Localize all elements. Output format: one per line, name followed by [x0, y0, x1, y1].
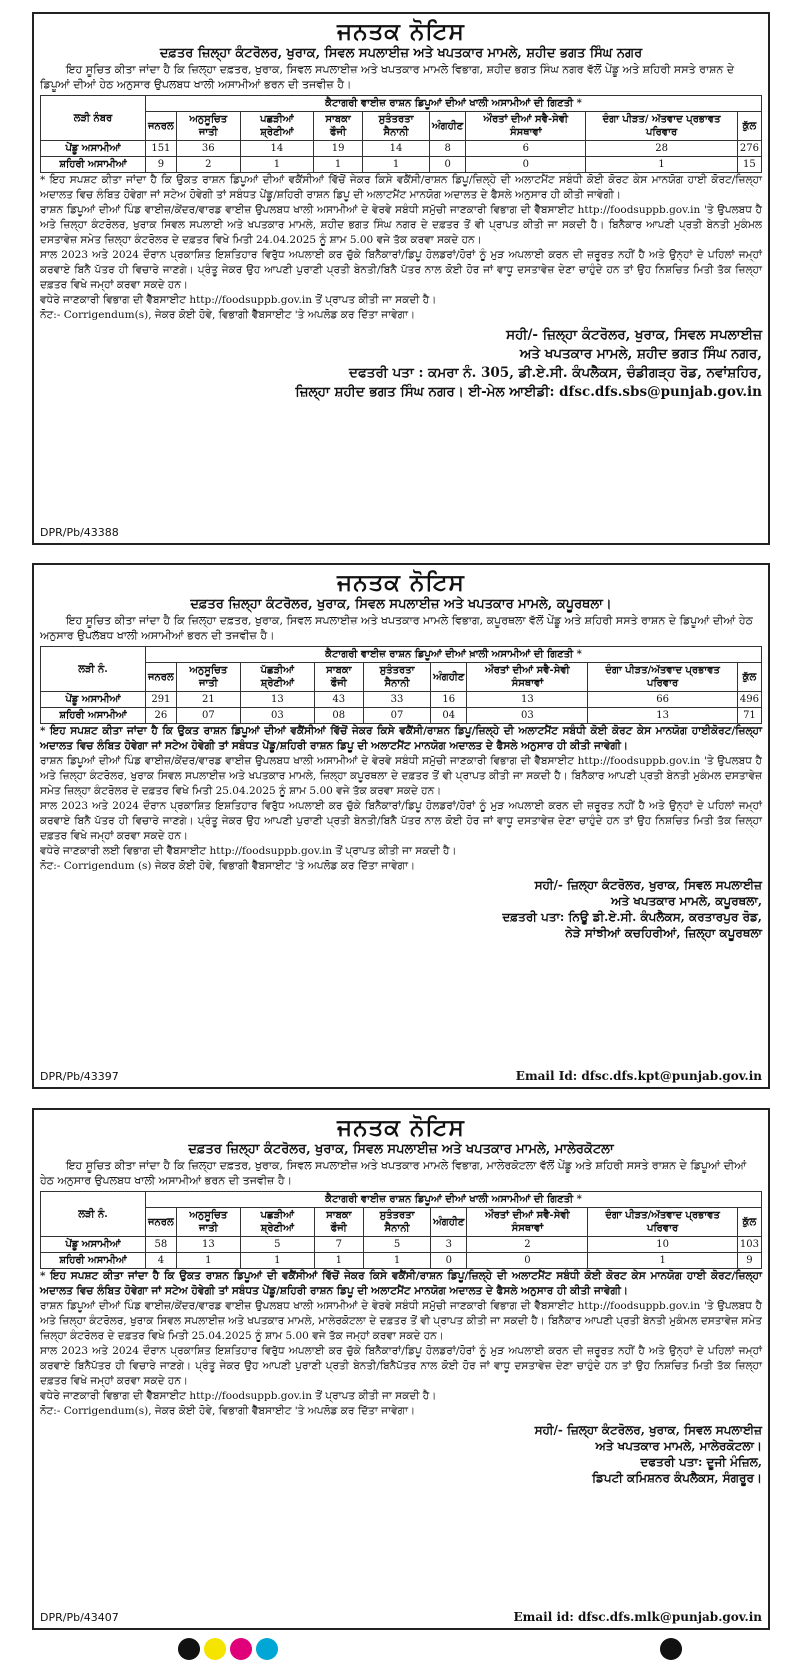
cell: 5	[363, 1237, 430, 1253]
details-paragraph: ਰਾਸ਼ਨ ਡਿਪੂਆਂ ਦੀਆਂ ਪਿੰਡ ਵਾਈਜ਼/ਕੇਂਦਰ/ਵਾਰਡ ਵਾਈਜ਼ ਉਪਲਬਧ ਖਾਲੀ ਅਸਾਮੀਆਂ ਦੇ ਵੇਰਵੇ ਸਬੰਧੀ ਸਮੁੱਚੀ ਜਾਣਕਾਰੀ ਵਿਭਾਗ ਦੀ ਵੈੱਬਸਾਈਟ http://foodsuppb.gov.in 'ਤੇ ਉਪਲਬਧ ਹੈ ਅਤੇ ਜ਼ਿਲ੍ਹਾ ਕੰਟਰੋਲਰ, ਖੁਰਾਕ ਸਿਵਲ ਸਪਲਾਈ ਅਤੇ ਖਪਤਕਾਰ ਮਾਮਲੇ, ਸ਼ਹੀਦ ਭਗਤ ਸਿੰਘ ਨਗਰ ਦੇ ਦਫ਼ਤਰ ਤੋਂ ਵੀ ਪ੍ਰਾਪਤ ਕੀਤੀ ਜਾ ਸਕਦੀ ਹੈ। ਬਿਨੈਕਾਰ ਆਪਣੀ ਪ੍ਰਤੀ ਬੇਨਤੀ ਮੁਕੰਮਲ ਦਸਤਾਵੇਜ਼ ਸਮੇਤ ਜ਼ਿਲ੍ਹਾ ਕੰਟਰੋਲਰ ਦੇ ਦਫ਼ਤਰ ਵਿਖੇ ਮਿਤੀ 24.04.2025 ਨੂੰ ਸ਼ਾਮ 5.00 ਵਜੇ ਤੱਕ ਕਰਵਾ ਸਕਦੇ ਹਨ।	[40, 204, 762, 246]
cell: 4	[146, 1253, 177, 1269]
cell: 08	[314, 708, 363, 724]
cell: 8	[430, 141, 466, 157]
col-header: ਜਨਰਲ	[146, 663, 177, 692]
corrigendum-note: ਨੋਟ:- Corrigendum(s), ਜੇਕਰ ਕੋਈ ਹੋਵੇ, ਵਿਭਾਗੀ ਵੈੱਬਸਾਈਟ 'ਤੇ ਅਪਲੋਡ ਕਰ ਦਿੱਤਾ ਜਾਵੇਗਾ।	[40, 1405, 416, 1417]
col-header: ਦੰਗਾ ਪੀੜਤ/ ਅੱਤਵਾਦ ਪ੍ਰਭਾਵਤ ਪਰਿਵਾਰ	[586, 112, 738, 141]
cell: 33	[363, 692, 430, 708]
col-header: ਪਛੜੀਆਂ ਸ਼੍ਰੇਣੀਆਂ	[240, 1208, 314, 1237]
col-header: ਔਰਤਾਂ ਦੀਆਂ ਸਵੈ-ਸੇਵੀ ਸੰਸਥਾਵਾਂ	[467, 663, 588, 692]
cell: 1	[588, 1253, 737, 1269]
notice-intro: ਇਹ ਸੂਚਿਤ ਕੀਤਾ ਜਾਂਦਾ ਹੈ ਕਿ ਜ਼ਿਲ੍ਹਾ ਦਫ਼ਤਰ, ਖੁਰਾਕ, ਸਿਵਲ ਸਪਲਾਈਜ਼ ਅਤੇ ਖਪਤਕਾਰ ਮਾਮਲੇ ਵਿਭਾਗ, ਕਪੂਰਥਲਾ ਵੱਲੋਂ ਪੇਂਡੂ ਅਤੇ ਸ਼ਹਿਰੀ ਸਸਤੇ ਰਾਸ਼ਨ ਦੇ ਡਿਪੂਆਂ ਦੀਆਂ ਹੇਠ ਅਨੁਸਾਰ ਉਪਲੱਬਧ ਖਾਲੀ ਅਸਾਮੀਆਂ ਭਰਨ ਦੀ ਤਜਵੀਜ਼ ਹੈ।	[40, 614, 753, 642]
column-headers	[41, 663, 762, 692]
column-headers	[41, 112, 762, 141]
details-paragraph: ਰਾਸ਼ਨ ਡਿਪੂਆਂ ਦੀਆਂ ਪਿੰਡ ਵਾਈਜ਼/ਕੇਂਦਰ/ਵਾਰਡ ਵਾਈਜ਼ ਉਪਲਬਧ ਖਾਲੀ ਅਸਾਮੀਆਂ ਦੇ ਵੇਰਵੇ ਸਬੰਧੀ ਸਮੁੱਚੀ ਜਾਣਕਾਰੀ ਵਿਭਾਗ ਦੀ ਵੈੱਬਸਾਈਟ http://foodsuppb.gov.in 'ਤੇ ਉਪਲਬਧ ਹੈ ਅਤੇ ਜ਼ਿਲ੍ਹਾ ਕੰਟਰੋਲਰ, ਖੁਰਾਕ ਸਿਵਲ ਸਪਲਾਈਜ਼ ਅਤੇ ਖਪਤਕਾਰ ਮਾਮਲੇ, ਮਾਲੇਰਕੋਟਲਾ ਦੇ ਦਫ਼ਤਰ ਤੋਂ ਵੀ ਪ੍ਰਾਪਤ ਕੀਤੀ ਜਾ ਸਕਦੀ ਹੈ। ਬਿਨੈਕਾਰ ਆਪਣੀ ਪ੍ਰਤੀ ਬੇਨਤੀ ਮੁਕੰਮਲ ਦਸਤਾਵੇਜ਼ ਸਮੇਤ ਜ਼ਿਲ੍ਹਾ ਕੰਟਰੋਲਰ ਦੇ ਦਫ਼ਤਰ ਵਿਖੇ ਮਿਤੀ 25.04.2025 ਨੂੰ ਸ਼ਾਮ 5.00 ਵਜੇ ਤੱਕ ਜਮ੍ਹਾਂ ਕਰਵਾ ਸਕਦੇ ਹਨ।	[40, 1300, 762, 1342]
col-header: ਔਰਤਾਂ ਦੀਆਂ ਸਵੈ-ਸੇਵੀ ਸੰਸਥਾਵਾਂ	[466, 112, 586, 141]
column-headers	[41, 1208, 762, 1237]
notice-body	[40, 173, 762, 323]
previous-applicants-paragraph: ਸਾਲ 2023 ਅਤੇ 2024 ਦੌਰਾਨ ਪ੍ਰਕਾਸ਼ਿਤ ਇਸ਼ਤਿਹਾਰ ਵਿਰੁੱਧ ਅਪਲਾਈ ਕਰ ਚੁੱਕੇ ਬਿਨੈਕਾਰਾਂ/ਡਿਪੂ ਹੋਲਡਰਾਂ/ਹੋਰਾਂ ਨੂੰ ਮੁੜ ਅਪਲਾਈ ਕਰਨ ਦੀ ਜ਼ਰੂਰਤ ਨਹੀਂ ਹੈ ਅਤੇ ਉਨ੍ਹਾਂ ਦੇ ਪਹਿਲਾਂ ਜਮ੍ਹਾਂ ਕਰਵਾਏ ਬਿਨੈ ਪੱਤਰ ਹੀ ਵਿਚਾਰੇ ਜਾਣਗੇ। ਪ੍ਰੰਤੂ ਜੇਕਰ ਉਹ ਆਪਣੀ ਪੁਰਾਣੀ ਪ੍ਰਤੀ ਬੇਨਤੀ/ਬਿਨੈ ਪੱਤਰ ਨਾਲ ਕੋਈ ਹੋਰ ਜਾਂ ਵਾਧੂ ਦਸਤਾਵੇਜ਼ ਦੇਣਾ ਚਾਹੁੰਦੇ ਹਨ ਤਾਂ ਉਹ ਨਿਸ਼ਚਿਤ ਮਿਤੀ ਤੱਕ ਜ਼ਿਲ੍ਹਾ ਦਫ਼ਤਰ ਵਿਖੇ ਜਮ੍ਹਾਂ ਕਰਵਾ ਸਕਦੇ ਹਨ।	[40, 249, 762, 291]
table-row	[41, 1253, 762, 1269]
office-address: ਦਫ਼ਤਰੀ ਪਤਾ: ਨਿਊ ਡੀ.ਏ.ਸੀ. ਕੰਪਲੈਕਸ, ਕਰਤਾਰਪੁਰ ਰੋਡ,	[502, 910, 762, 924]
public-notice-malerkotla	[32, 1108, 770, 1630]
registration-marks	[0, 1636, 802, 1651]
notice-title: ਜਨਤਕ ਨੋਟਿਸ	[337, 569, 465, 596]
cell: 43	[314, 692, 363, 708]
cell: 16	[431, 692, 467, 708]
cell: 03	[240, 708, 314, 724]
cell: 3	[431, 1237, 467, 1253]
cell: 15	[737, 157, 761, 173]
office-address: ਦਫਤਰੀ ਪਤਾ : ਕਮਰਾ ਨੰ. 305, ਡੀ.ਏ.ਸੀ. ਕੰਪਲੈਕਸ, ਚੰਡੀਗੜ੍ਹ ਰੋਡ, ਨਵਾਂਸ਼ਹਿਰ,	[349, 365, 762, 381]
vacancy-table	[40, 646, 762, 724]
col-header: ਕੁੱਲ	[737, 112, 761, 141]
office-address: ਨੇੜੇ ਸਾਂਝੀਆਂ ਕਚਹਿਰੀਆਂ, ਜ਼ਿਲ੍ਹਾ ਕਪੂਰਥਲਾ	[565, 926, 762, 940]
more-info-paragraph: ਵਧੇਰੇ ਜਾਣਕਾਰੀ ਲਈ ਵਿਭਾਗ ਦੀ ਵੈੱਬਸਾਈਟ http://foodsuppb.gov.in ਤੋਂ ਪ੍ਰਾਪਤ ਕੀਤੀ ਜਾ ਸਕਦੀ ਹੈ।	[40, 845, 457, 857]
cell: 496	[737, 692, 761, 708]
cell: 9	[737, 1253, 761, 1269]
more-info-paragraph: ਵਧੇਰੇ ਜਾਣਕਾਰੀ ਵਿਭਾਗ ਦੀ ਵੈੱਬਸਾਈਟ http://foodsuppb.gov.in ਤੋਂ ਪ੍ਰਾਪਤ ਕੀਤੀ ਜਾ ਸਕਦੀ ਹੈ।	[40, 294, 437, 306]
row-label: ਪੇਂਡੂ ਅਸਾਮੀਆਂ	[41, 141, 146, 157]
cell: 36	[176, 141, 240, 157]
table-row	[41, 692, 762, 708]
col-header: ਕੁੱਲ	[737, 1208, 761, 1237]
col-header: ਜਨਰਲ	[146, 1208, 177, 1237]
notice-body	[40, 1269, 762, 1419]
serial-header: ਲੜੀ ਨੰ.	[41, 647, 146, 692]
registration-dot-black	[660, 1638, 682, 1660]
registration-dot-cyan	[256, 1638, 278, 1660]
col-header: ਸਾਬਕਾ ਫੌਜੀ	[314, 663, 363, 692]
cell: 13	[588, 708, 737, 724]
cell: 66	[588, 692, 737, 708]
contact-email: Email Id: dfsc.dfs.kpt@punjab.gov.in	[515, 1069, 762, 1083]
corrigendum-note: ਨੋਟ:- Corrigendum (s) ਜੇਕਰ ਕੋਈ ਹੋਵੇ, ਵਿਭਾਗੀ ਵੈੱਬਸਾਈਟ 'ਤੇ ਅਪਲੋਡ ਕਰ ਦਿੱਤਾ ਜਾਵੇਗਾ।	[40, 860, 416, 872]
registration-dot-magenta	[230, 1638, 252, 1660]
cell: 6	[466, 141, 586, 157]
court-case-clause: * ਇਹ ਸਪਸ਼ਟ ਕੀਤਾ ਜਾਂਦਾ ਹੈ ਕਿ ਉਕਤ ਰਾਸ਼ਨ ਡਿਪੂਆਂ ਦੀਆਂ ਵਕੈਂਸੀਆਂ ਵਿੱਚੋਂ ਜੇਕਰ ਕਿਸੇ ਵਕੈਂਸੀ/ਰਾਸ਼ਨ ਡਿਪੂ/ਜ਼ਿਲ੍ਹੇ ਦੀ ਅਲਾਟਮੈਂਟ ਸਬੰਧੀ ਕੋਈ ਕੋਰਟ ਕੇਸ ਮਾਨਯੋਗ ਹਾਈ ਕੋਰਟ/ਜ਼ਿਲ੍ਹਾ ਅਦਾਲਤ ਵਿਚ ਲੰਬਿਤ ਹੋਵੇਗਾ ਜਾਂ ਸਟੇਅ ਹੋਵੇਗੀ ਤਾਂ ਸਬੰਧਤ ਪੇਂਡੂ/ਸ਼ਹਿਰੀ ਰਾਸ਼ਨ ਡਿਪੂ ਦੀ ਅਲਾਟਮੈਂਟ ਮਾਨਯੋਗ ਅਦਾਲਤ ਦੇ ਫੈਸਲੇ ਅਨੁਸਾਰ ਹੀ ਕੀਤੀ ਜਾਵੇਗੀ।	[40, 174, 762, 201]
col-header: ਜਨਰਲ	[146, 112, 177, 141]
cell: 1	[176, 1253, 240, 1269]
cell: 10	[588, 1237, 737, 1253]
vacancy-table	[40, 1191, 762, 1269]
col-header: ਦੰਗਾ ਪੀੜਤ/ਅੱਤਵਾਦ ਪ੍ਰਭਾਵਤ ਪਰਿਵਾਰ	[588, 663, 737, 692]
signature-line: ਅਤੇ ਖਪਤਕਾਰ ਮਾਮਲੇ, ਸ਼ਹੀਦ ਭਗਤ ਸਿੰਘ ਨਗਰ,	[519, 346, 762, 362]
signature-line: ਅਤੇ ਖਪਤਕਾਰ ਮਾਮਲੇ, ਕਪੂਰਥਲਾ,	[611, 894, 762, 908]
cell: 1	[240, 1253, 314, 1269]
cell: 13	[467, 692, 588, 708]
col-header: ਅਨੁਸੂਚਿਤ ਜਾਤੀ	[176, 663, 240, 692]
row-label: ਪੇਂਡੂ ਅਸਾਮੀਆਂ	[41, 1237, 146, 1253]
dpr-number: DPR/Pb/43407	[40, 1611, 119, 1624]
corrigendum-note: ਨੋਟ:- Corrigendum(s), ਜੇਕਰ ਕੋਈ ਹੋਵੇ, ਵਿਭਾਗੀ ਵੈੱਬਸਾਈਟ 'ਤੇ ਅਪਲੋਡ ਕਰ ਦਿੱਤਾ ਜਾਵੇਗਾ।	[40, 309, 416, 321]
notice-office: ਦਫ਼ਤਰ ਜ਼ਿਲ੍ਹਾ ਕੰਟਰੋਲਰ, ਖੁਰਾਕ, ਸਿਵਲ ਸਪਲਾਈਜ਼ ਅਤੇ ਖਪਤਕਾਰ ਮਾਮਲੇ, ਸ਼ਹੀਦ ਭਗਤ ਸਿੰਘ ਨਗਰ	[159, 46, 643, 61]
office-address: ਦਫਤਰੀ ਪਤਾ: ਦੂਜੀ ਮੰਜ਼ਿਲ,	[640, 1455, 762, 1469]
vacancy-table	[40, 95, 762, 173]
details-paragraph: ਰਾਸ਼ਨ ਡਿਪੂਆਂ ਦੀਆਂ ਪਿੰਡ ਵਾਈਜ਼/ਕੇਂਦਰ/ਵਾਰਡ ਵਾਈਜ਼ ਉਪਲਬਧ ਖਾਲੀ ਅਸਾਮੀਆਂ ਦੇ ਵੇਰਵੇ ਸਬੰਧੀ ਸਮੁੱਚੀ ਜਾਣਕਾਰੀ ਵਿਭਾਗ ਦੀ ਵੈੱਬਸਾਈਟ http://foodsuppb.gov.in 'ਤੇ ਉਪਲਬਧ ਹੈ ਅਤੇ ਜ਼ਿਲ੍ਹਾ ਕੰਟਰੋਲਰ, ਖੁਰਾਕ ਸਿਵਲ ਸਪਲਾਈਜ਼ ਅਤੇ ਖਪਤਕਾਰ ਮਾਮਲੇ, ਜ਼ਿਲ੍ਹਾ ਕਪੂਰਥਲਾ ਦੇ ਦਫ਼ਤਰ ਤੋਂ ਵੀ ਪ੍ਰਾਪਤ ਕੀਤੀ ਜਾ ਸਕਦੀ ਹੈ। ਬਿਨੈਕਾਰ ਆਪਣੀ ਪ੍ਰਤੀ ਬੇਨਤੀ ਮੁਕੰਮਲ ਦਸਤਾਵੇਜ਼ ਸਮੇਤ ਜ਼ਿਲ੍ਹਾ ਕੰਟਰੋਲਰ ਦੇ ਦਫ਼ਤਰ ਵਿਖੇ ਮਿਤੀ 25.04.2025 ਨੂੰ ਸ਼ਾਮ 5.00 ਵਜੇ ਤੱਕ ਕਰਵਾ ਸਕਦੇ ਹਨ।	[40, 755, 762, 797]
previous-applicants-paragraph: ਸਾਲ 2023 ਅਤੇ 2024 ਦੌਰਾਨ ਪ੍ਰਕਾਸ਼ਿਤ ਇਸ਼ਤਿਹਾਰ ਵਿਰੁੱਧ ਅਪਲਾਈ ਕਰ ਚੁੱਕੇ ਬਿਨੈਕਾਰਾਂ/ਡਿਪੂ ਹੋਲਡਰਾਂ/ਹੋਰਾਂ ਨੂੰ ਮੁੜ ਅਪਲਾਈ ਕਰਨ ਦੀ ਜ਼ਰੂਰਤ ਨਹੀਂ ਹੈ ਅਤੇ ਉਨ੍ਹਾਂ ਦੇ ਪਹਿਲਾਂ ਜਮ੍ਹਾਂ ਕਰਵਾਏ ਬਿਨੈ ਪੱਤਰ ਹੀ ਵਿਚਾਰੇ ਜਾਣਗੇ। ਪ੍ਰੰਤੂ ਜੇਕਰ ਉਹ ਆਪਣੀ ਪੁਰਾਣੀ ਪ੍ਰਤੀ ਬੇਨਤੀ/ਬਿਨੈ ਪੱਤਰ ਨਾਲ ਕੋਈ ਹੋਰ ਜਾਂ ਵਾਧੂ ਦਸਤਾਵੇਜ਼ ਦੇਣਾ ਚਾਹੁੰਦੇ ਹਨ ਤਾਂ ਉਹ ਨਿਸ਼ਚਿਤ ਮਿਤੀ ਤੱਕ ਜ਼ਿਲ੍ਹਾ ਦਫ਼ਤਰ ਵਿਖੇ ਜਮ੍ਹਾਂ ਕਰਵਾ ਸਕਦੇ ਹਨ।	[40, 800, 762, 842]
col-header: ਅੰਗਹੀਣ	[430, 112, 466, 141]
signature-line: ਸਹੀ/- ਜ਼ਿਲ੍ਹਾ ਕੰਟਰੋਲਰ, ਖੁਰਾਕ, ਸਿਵਲ ਸਪਲਾਈਜ਼	[534, 1423, 762, 1437]
notice-intro: ਇਹ ਸੂਚਿਤ ਕੀਤਾ ਜਾਂਦਾ ਹੈ ਕਿ ਜ਼ਿਲ੍ਹਾ ਦਫ਼ਤਰ, ਖੁਰਾਕ, ਸਿਵਲ ਸਪਲਾਈਜ਼ ਅਤੇ ਖਪਤਕਾਰ ਮਾਮਲੇ ਵਿਭਾਗ, ਮਾਲੇਰਕੋਟਲਾ ਵੱਲੋਂ ਪੇਂਡੂ ਅਤੇ ਸ਼ਹਿਰੀ ਸਸਤੇ ਰਾਸ਼ਨ ਦੇ ਡਿਪੂਆਂ ਦੀਆਂ ਹੇਠ ਅਨੁਸਾਰ ਉਪਲਬਧ ਖਾਲੀ ਅਸਾਮੀਆਂ ਭਰਨ ਦੀ ਤਜਵੀਜ਼ ਹੈ।	[40, 1159, 747, 1187]
cell: 2	[467, 1237, 588, 1253]
cell: 04	[431, 708, 467, 724]
col-header: ਅਨੁਸੂਚਿਤ ਜਾਤੀ	[176, 1208, 240, 1237]
category-group-header: ਕੈਟਾਗਰੀ ਵਾਈਜ਼ ਰਾਸ਼ਨ ਡਿਪੂਆਂ ਦੀਆਂ ਖਾਲੀ ਅਸਾਮੀਆਂ ਦੀ ਗਿਣਤੀ *	[146, 1192, 762, 1208]
cell: 28	[586, 141, 738, 157]
col-header: ਅੰਗਹੀਣ	[431, 1208, 467, 1237]
notice-office: ਦਫ਼ਤਰ ਜ਼ਿਲ੍ਹਾ ਕੰਟਰੋਲਰ, ਖੁਰਾਕ, ਸਿਵਲ ਸਪਲਾਈਜ਼ ਅਤੇ ਖਪਤਕਾਰ ਮਾਮਲੇ, ਮਾਲੇਰਕੋਟਲਾ	[188, 1142, 614, 1157]
row-label: ਸ਼ਹਿਰੀ ਅਸਾਮੀਆਂ	[41, 1253, 146, 1269]
cell: 1	[314, 1253, 363, 1269]
serial-header: ਲੜੀ ਨੰ.	[41, 1192, 146, 1237]
notice-intro: ਇਹ ਸੂਚਿਤ ਕੀਤਾ ਜਾਂਦਾ ਹੈ ਕਿ ਜ਼ਿਲ੍ਹਾ ਦਫ਼ਤਰ, ਖੁਰਾਕ, ਸਿਵਲ ਸਪਲਾਈਜ਼ ਅਤੇ ਖਪਤਕਾਰ ਮਾਮਲੇ ਵਿਭਾਗ, ਸ਼ਹੀਦ ਭਗਤ ਸਿੰਘ ਨਗਰ ਵੱਲੋਂ ਪੇਂਡੂ ਅਤੇ ਸ਼ਹਿਰੀ ਸਸਤੇ ਰਾਸ਼ਨ ਦੇ ਡਿਪੂਆਂ ਦੀਆਂ ਹੇਠ ਅਨੁਸਾਰ ਉਪਲਬਧ ਖਾਲੀ ਅਸਾਮੀਆਂ ਭਰਨ ਦੀ ਤਜਵੀਜ਼ ਹੈ।	[40, 63, 735, 91]
district-email: ਜ਼ਿਲ੍ਹਾ ਸ਼ਹੀਦ ਭਗਤ ਸਿੰਘ ਨਗਰ। ਈ-ਮੇਲ ਆਈਡੀ: dfsc.dfs.sbs@punjab.gov.in	[295, 384, 762, 400]
table-row	[41, 708, 762, 724]
table-row	[41, 157, 762, 173]
category-group-header: ਕੈਟਾਗਰੀ ਵਾਈਜ਼ ਰਾਸ਼ਨ ਡਿਪੂਆਂ ਦੀਆਂ ਖਾਲੀ ਅਸਾਮੀਆਂ ਦੀ ਗਿਣਤੀ *	[146, 96, 762, 112]
court-case-clause: * ਇਹ ਸਪਸ਼ਟ ਕੀਤਾ ਜਾਂਦਾ ਹੈ ਕਿ ਉਕਤ ਰਾਸ਼ਨ ਡਿਪੂਆਂ ਦੀਆਂ ਵਕੈਂਸੀਆਂ ਵਿੱਚੋਂ ਜੇਕਰ ਕਿਸੇ ਵਕੈਂਸੀ/ਰਾਸ਼ਨ ਡਿਪੂ/ਜ਼ਿਲ੍ਹੇ ਦੀ ਅਲਾਟਮੈਂਟ ਸਬੰਧੀ ਕੋਈ ਕੋਰਟ ਕੇਸ ਮਾਨਯੋਗ ਹਾਈਕੋਰਟ/ਜ਼ਿਲ੍ਹਾ ਅਦਾਲਤ ਵਿਚ ਲੰਬਿਤ ਹੋਵੇਗਾ ਜਾਂ ਸਟੇਅ ਹੋਵੇਗੀ ਤਾਂ ਸਬੰਧਤ ਪੇਂਡੂ/ਸ਼ਹਿਰੀ ਰਾਸ਼ਨ ਡਿਪੂ ਦੀ ਅਲਾਟਮੈਂਟ ਮਾਨਯੋਗ ਅਦਾਲਤ ਦੇ ਫੈਸਲੇ ਅਨੁਸਾਰ ਹੀ ਕੀਤੀ ਜਾਵੇਗੀ।	[40, 725, 762, 752]
cell: 1	[363, 157, 430, 173]
signature-line: ਸਹੀ/- ਜ਼ਿਲ੍ਹਾ ਕੰਟਰੋਲਰ, ਖੁਰਾਕ, ਸਿਵਲ ਸਪਲਾਈਜ਼	[534, 878, 762, 892]
more-info-paragraph: ਵਧੇਰੇ ਜਾਣਕਾਰੀ ਵਿਭਾਗ ਦੀ ਵੈੱਬਸਾਈਟ http://foodsuppb.gov.in ਤੋਂ ਪ੍ਰਾਪਤ ਕੀਤੀ ਜਾ ਸਕਦੀ ਹੈ।	[40, 1390, 437, 1402]
serial-header: ਲੜੀ ਨੰਬਰ	[41, 96, 146, 141]
cell: 0	[431, 1253, 467, 1269]
cell: 0	[466, 157, 586, 173]
col-header: ਸਾਬਕਾ ਫੌਜੀ	[314, 112, 363, 141]
cell: 7	[314, 1237, 363, 1253]
table-row	[41, 1237, 762, 1253]
public-notice-shaheed-bhagat-singh-nagar	[32, 12, 770, 545]
col-header: ਸੁਤੰਤਰਤਾ ਸੈਨਾਨੀ	[363, 1208, 430, 1237]
cell: 71	[737, 708, 761, 724]
cell: 13	[176, 1237, 240, 1253]
cell: 1	[240, 157, 313, 173]
cell: 07	[363, 708, 430, 724]
cell: 1	[586, 157, 738, 173]
cell: 19	[314, 141, 363, 157]
notice-body	[40, 724, 762, 874]
row-label: ਪੇਂਡੂ ਅਸਾਮੀਆਂ	[41, 692, 146, 708]
col-header: ਦੰਗਾ ਪੀੜਤ/ਅੱਤਵਾਦ ਪ੍ਰਭਾਵਤ ਪਰਿਵਾਰ	[588, 1208, 737, 1237]
col-header: ਪੱਛੜੀਆਂ ਸ਼੍ਰੇਣੀਆਂ	[240, 663, 314, 692]
cell: 1	[363, 1253, 430, 1269]
col-header: ਸਾਬਕਾ ਫੌਜੀ	[314, 1208, 363, 1237]
notice-office: ਦਫ਼ਤਰ ਜ਼ਿਲ੍ਹਾ ਕੰਟਰੋਲਰ, ਖੁਰਾਕ, ਸਿਵਲ ਸਪਲਾਈਜ਼ ਅਤੇ ਖਪਤਕਾਰ ਮਾਮਲੇ, ਕਪੂਰਥਲਾ।	[190, 597, 612, 612]
signature-line: ਸਹੀ/- ਜ਼ਿਲ੍ਹਾ ਕੰਟਰੋਲਰ, ਖੁਰਾਕ, ਸਿਵਲ ਸਪਲਾਈਜ਼	[506, 327, 762, 343]
registration-dot-black	[178, 1638, 200, 1660]
cell: 291	[146, 692, 177, 708]
col-header: ਸੁਤੰਤਰਤਾ ਸੈਨਾਨੀ	[363, 663, 430, 692]
row-label: ਸ਼ਹਿਰੀ ਅਸਾਮੀਆਂ	[41, 157, 146, 173]
cell: 2	[176, 157, 240, 173]
dpr-number: DPR/Pb/43397	[40, 1070, 119, 1083]
cell: 13	[240, 692, 314, 708]
cell: 26	[146, 708, 177, 724]
office-address: ਡਿਪਟੀ ਕਮਿਸ਼ਨਰ ਕੰਪਲੈਕਸ, ਸੰਗਰੂਰ।	[592, 1471, 762, 1485]
public-notice-kapurthala	[32, 563, 770, 1089]
table-row	[41, 141, 762, 157]
notice-title: ਜਨਤਕ ਨੋਟਿਸ	[337, 18, 465, 45]
col-header: ਪਛੜੀਆਂ ਸ਼੍ਰੇਣੀਆਂ	[240, 112, 313, 141]
notice-title: ਜਨਤਕ ਨੋਟਿਸ	[337, 1114, 465, 1141]
col-header: ਅਨੁਸੂਚਿਤ ਜਾਤੀ	[176, 112, 240, 141]
col-header: ਅੰਗਹੀਣ	[431, 663, 467, 692]
col-header: ਔਰਤਾਂ ਦੀਆਂ ਸਵੈ-ਸੇਵੀ ਸੰਸਥਾਵਾਂ	[467, 1208, 588, 1237]
cell: 1	[314, 157, 363, 173]
signature-block	[40, 1422, 762, 1486]
cell: 58	[146, 1237, 177, 1253]
cell: 14	[363, 141, 430, 157]
cell: 103	[737, 1237, 761, 1253]
col-header: ਸੁਤੰਤਰਤਾ ਸੈਨਾਨੀ	[363, 112, 430, 141]
cell: 5	[240, 1237, 314, 1253]
signature-block	[40, 326, 762, 402]
cell: 276	[737, 141, 761, 157]
cell: 0	[467, 1253, 588, 1269]
signature-block	[40, 877, 762, 941]
registration-dot-yellow	[204, 1638, 226, 1660]
cell: 9	[146, 157, 177, 173]
cell: 14	[240, 141, 313, 157]
category-group-header: ਕੈਟਾਗਰੀ ਵਾਈਜ਼ ਰਾਸ਼ਨ ਡਿਪੂਆਂ ਦੀਆਂ ਖ਼ਾਲੀ ਅਸਾਮੀਆਂ ਦੀ ਗਿਣਤੀ *	[146, 647, 762, 663]
court-case-clause: * ਇਹ ਸਪਸ਼ਟ ਕੀਤਾ ਜਾਂਦਾ ਹੈ ਕਿ ਉਕਤ ਰਾਸ਼ਨ ਡਿਪੂਆਂ ਦੀ ਵਕੈਂਸੀਆਂ ਵਿੱਚੋਂ ਜੇਕਰ ਕਿਸੇ ਵਕੈਂਸੀ/ਰਾਸ਼ਨ ਡਿਪੂ/ਜ਼ਿਲ੍ਹੇ ਦੀ ਅਲਾਟਮੈਂਟ ਸਬੰਧੀ ਕੋਈ ਕੋਰਟ ਕੇਸ ਮਾਨਯੋਗ ਹਾਈ ਕੋਰਟ/ਜ਼ਿਲ੍ਹਾ ਅਦਾਲਤ ਵਿਚ ਲੰਬਿਤ ਹੋਵੇਗਾ ਜਾਂ ਸਟੇਅ ਹੋਵੇਗੀ ਤਾਂ ਸਬੰਧਤ ਪੇਂਡੂ/ਸ਼ਹਿਰੀ ਰਾਸ਼ਨ ਡਿਪੂ ਦੀ ਅਲਾਟਮੈਂਟ ਮਾਨਯੋਗ ਅਦਾਲਤ ਦੇ ਫੈਸਲੇ ਅਨੁਸਾਰ ਹੀ ਕੀਤੀ ਜਾਵੇਗੀ।	[40, 1270, 762, 1297]
signature-line: ਅਤੇ ਖਪਤਕਾਰ ਮਾਮਲੇ, ਮਾਲੇਰਕੋਟਲਾ।	[595, 1439, 762, 1453]
previous-applicants-paragraph: ਸਾਲ 2023 ਅਤੇ 2024 ਦੌਰਾਨ ਪ੍ਰਕਾਸ਼ਿਤ ਇਸ਼ਤਿਹਾਰ ਵਿਰੁੱਧ ਅਪਲਾਈ ਕਰ ਚੁੱਕੇ ਬਿਨੈਕਾਰਾਂ/ਡਿਪੂ ਹੋਲਡਰਾਂ/ਹੋਰਾਂ ਨੂੰ ਮੁੜ ਅਪਲਾਈ ਕਰਨ ਦੀ ਜ਼ਰੂਰਤ ਨਹੀਂ ਹੈ ਅਤੇ ਉਨ੍ਹਾਂ ਦੇ ਪਹਿਲਾਂ ਜਮ੍ਹਾਂ ਕਰਵਾਏ ਬਿਨੈਪੱਤਰ ਹੀ ਵਿਚਾਰੇ ਜਾਣਗੇ। ਪ੍ਰੰਤੂ ਜੇਕਰ ਉਹ ਆਪਣੀ ਪੁਰਾਣੀ ਪ੍ਰਤੀ ਬੇਨਤੀ/ਬਿਨੈਪੱਤਰ ਨਾਲ ਕੋਈ ਹੋਰ ਜਾਂ ਵਾਧੂ ਦਸਤਾਵੇਜ਼ ਦੇਣਾ ਚਾਹੁੰਦੇ ਹਨ ਤਾਂ ਉਹ ਨਿਸ਼ਚਿਤ ਮਿਤੀ ਤੱਕ ਜ਼ਿਲ੍ਹਾ ਦਫ਼ਤਰ ਵਿਖੇ ਜਮ੍ਹਾਂ ਕਰਵਾ ਸਕਦੇ ਹਨ।	[40, 1345, 762, 1387]
contact-email: Email id: dfsc.dfs.mlk@punjab.gov.in	[513, 1610, 762, 1624]
cell: 0	[430, 157, 466, 173]
col-header: ਕੁੱਲ	[737, 663, 761, 692]
cell: 21	[176, 692, 240, 708]
cell: 07	[176, 708, 240, 724]
dpr-number: DPR/Pb/43388	[40, 526, 119, 539]
cell: 151	[146, 141, 177, 157]
cell: 03	[467, 708, 588, 724]
row-label: ਸ਼ਹਿਰੀ ਅਸਾਮੀਆਂ	[41, 708, 146, 724]
